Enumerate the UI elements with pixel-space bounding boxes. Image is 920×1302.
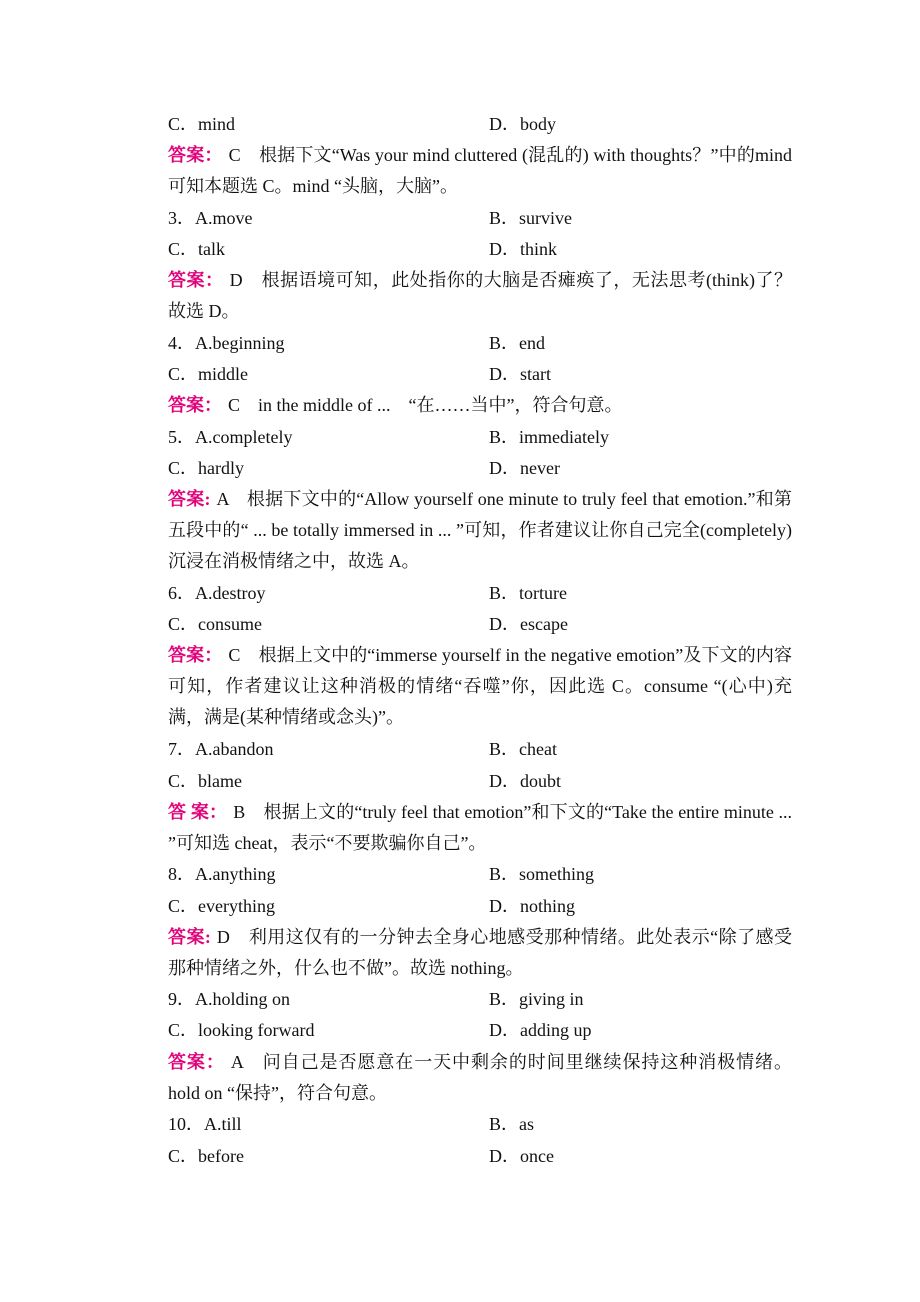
option-c: C．blame <box>168 771 242 791</box>
answer-text: A 根据下文中的“Allow yourself one minute to truly feel that emotion.”和第五段中的“ ... be totally immersed in ... ”可知，作者建议让你自己完全(completely)沉浸在消极情绪之中，故选 A。 <box>168 489 793 571</box>
option-b: B．as <box>489 1114 534 1134</box>
answer-q3 <box>132 265 792 327</box>
options-row-q6-ab <box>168 578 792 609</box>
option-c: C．talk <box>168 239 225 259</box>
options-row-q5-cd <box>168 453 792 484</box>
answer-label: 答案： <box>168 395 222 415</box>
answer-label: 答案： <box>168 145 223 165</box>
answer-text: C 根据上文中的“immerse yourself in the negative emotion”及下文的内容可知，作者建议让这种消极的情绪“吞噬”你，因此选 C。consume “(心中)充满，满是(某种情绪或念头)”。 <box>168 645 792 727</box>
option-d: D．escape <box>489 614 568 634</box>
option-b: B．end <box>489 333 545 353</box>
option-b: B．torture <box>489 583 567 603</box>
answer-text: B 根据上文的“truly feel that emotion”和下文的“Take the entire minute ... ”可知选 cheat，表示“不要欺骗你自己”。 <box>168 802 793 853</box>
option-a: 7．A.abandon <box>168 739 274 759</box>
option-c: C．before <box>168 1146 244 1166</box>
answer-label: 答案： <box>168 270 224 290</box>
option-b: B．giving in <box>489 989 584 1009</box>
option-a: 6．A.destroy <box>168 583 266 603</box>
options-row-q6-cd <box>168 609 792 640</box>
options-row-q7-ab <box>168 734 792 765</box>
option-d: D．doubt <box>489 771 561 791</box>
options-row-q10-cd <box>168 1141 792 1172</box>
option-d: D．think <box>489 239 558 259</box>
options-row-q7-cd <box>168 766 792 797</box>
option-d: D．start <box>489 364 551 384</box>
answer-label: 答 案： <box>168 802 228 822</box>
option-b: B．something <box>489 864 595 884</box>
option-c: C．mind <box>168 114 236 134</box>
answer-text: D 利用这仅有的一分钟去全身心地感受那种情绪。此处表示“除了感受那种情绪之外，什么也不做”。故选 nothing。 <box>168 927 792 978</box>
answer-label: 答案： <box>168 645 223 665</box>
answer-label: 答案: <box>168 489 211 509</box>
options-row-q2-cd <box>168 109 792 140</box>
options-row-q8-cd <box>168 891 792 922</box>
option-a: 10．A.till <box>168 1114 242 1134</box>
options-row-q4-ab <box>168 328 792 359</box>
option-a: 8．A.anything <box>168 864 276 884</box>
option-d: D．never <box>489 458 560 478</box>
options-row-q3-cd <box>168 234 792 265</box>
answer-q2 <box>132 140 792 202</box>
option-c: C．everything <box>168 896 275 916</box>
options-row-q10-ab <box>168 1109 792 1140</box>
answer-q9 <box>132 1047 792 1109</box>
options-row-q3-ab <box>168 203 792 234</box>
answer-text: D 根据语境可知，此处指你的大脑是否瘫痪了，无法思考(think)了？故选 D。 <box>168 270 793 321</box>
answer-q5 <box>132 484 792 577</box>
option-d: D．nothing <box>489 896 576 916</box>
answer-text: C 根据下文“Was your mind cluttered (混乱的) with thoughts？”中的mind 可知本题选 C。mind “头脑，大脑”。 <box>168 145 793 196</box>
option-b: B．survive <box>489 208 572 228</box>
answer-q4 <box>168 390 792 421</box>
answer-label: 答案： <box>168 1052 225 1072</box>
option-c: C．hardly <box>168 458 244 478</box>
answer-q7 <box>132 797 792 859</box>
options-row-q4-cd <box>168 359 792 390</box>
answer-q6 <box>132 640 792 733</box>
options-row-q5-ab <box>168 422 792 453</box>
options-row-q9-ab <box>168 984 792 1015</box>
option-c: C．consume <box>168 614 262 634</box>
option-c: C．looking forward <box>168 1020 315 1040</box>
answer-q8 <box>132 922 792 984</box>
option-a: 9．A.holding on <box>168 989 291 1009</box>
answer-text: A 问自己是否愿意在一天中剩余的时间里继续保持这种消极情绪。hold on “保持”，符合句意。 <box>168 1052 792 1103</box>
option-a: 5．A.completely <box>168 427 293 447</box>
options-row-q8-ab <box>168 859 792 890</box>
answer-text: C in the middle of ... “在……当中”，符合句意。 <box>228 395 623 415</box>
option-a: 3．A.move <box>168 208 253 228</box>
option-c: C．middle <box>168 364 248 384</box>
option-b: B．immediately <box>489 427 609 447</box>
option-d: D．body <box>489 114 556 134</box>
option-b: B．cheat <box>489 739 557 759</box>
option-d: D．once <box>489 1146 554 1166</box>
answer-label: 答案: <box>168 927 211 947</box>
options-row-q9-cd <box>168 1015 792 1046</box>
option-d: D．adding up <box>489 1020 592 1040</box>
option-a: 4．A.beginning <box>168 333 285 353</box>
